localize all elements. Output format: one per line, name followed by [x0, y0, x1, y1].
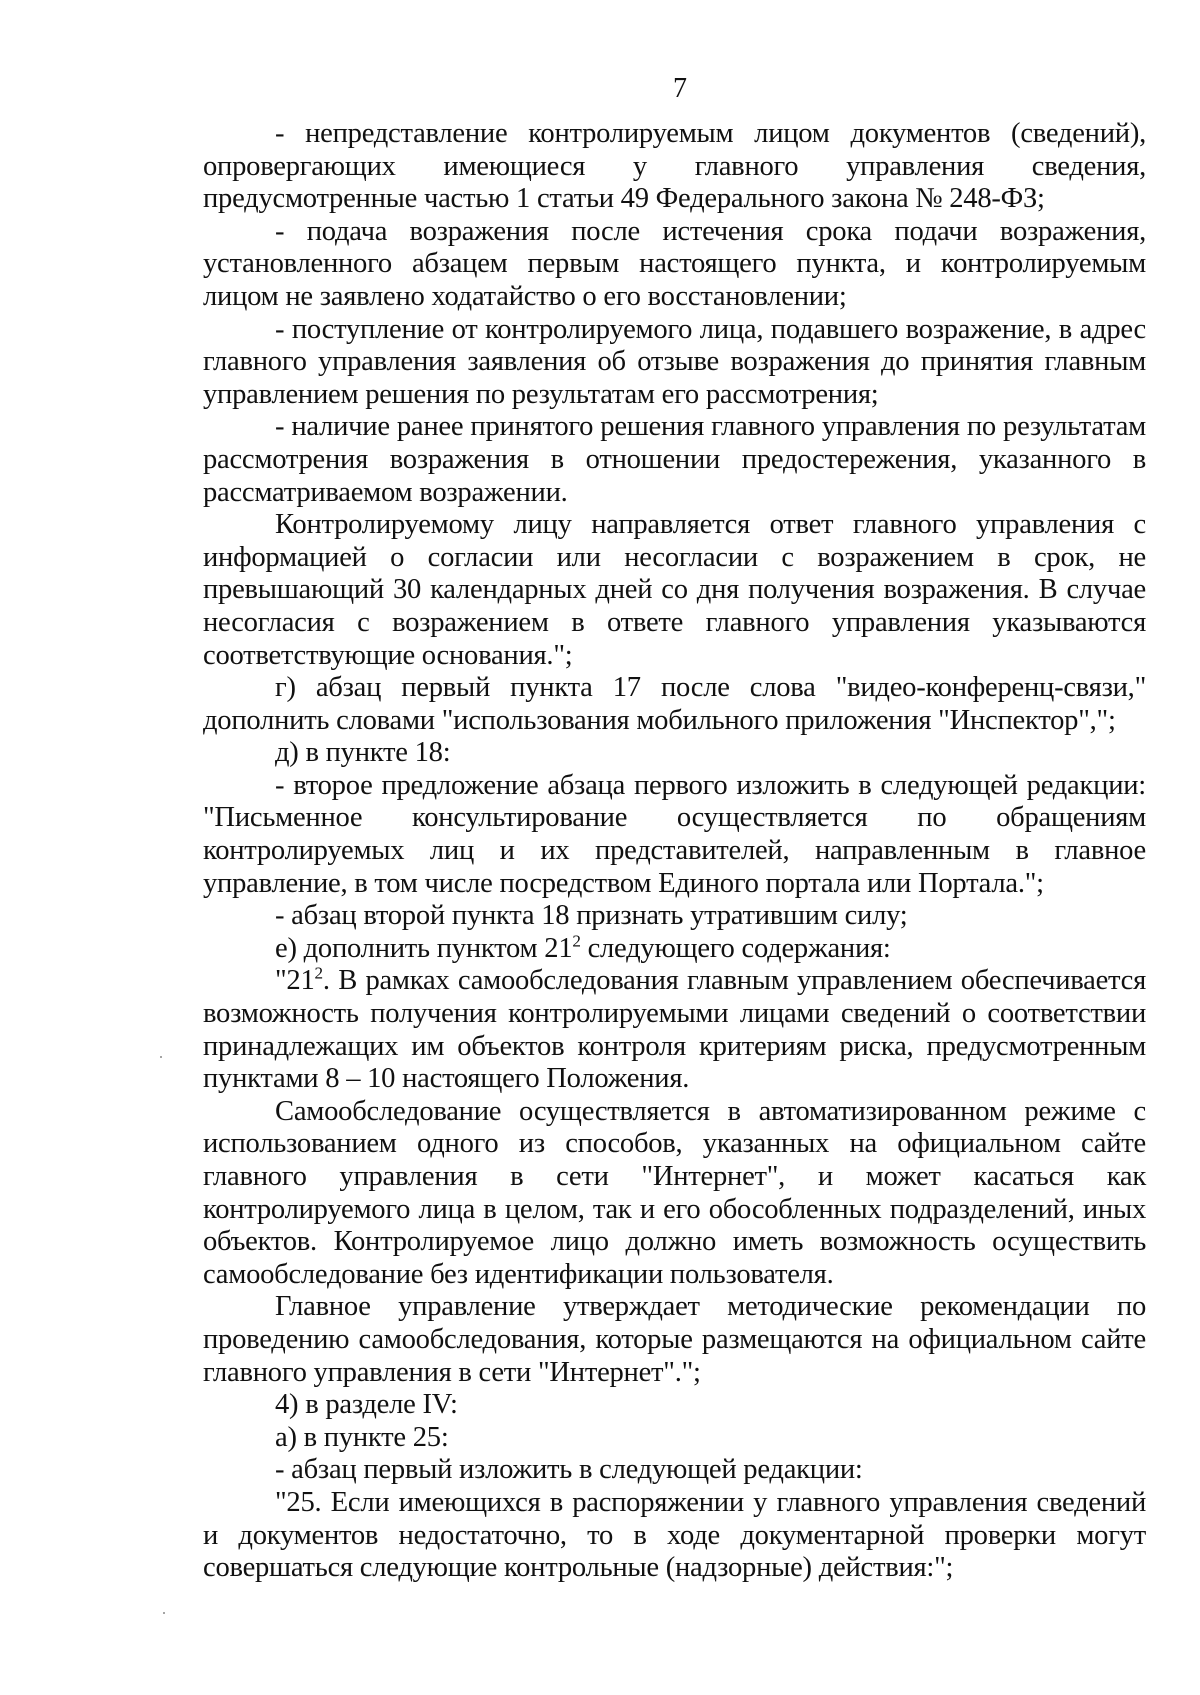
paragraph-13: Главное управление утверждает методические рекомендации по проведению самообследования, которые размещаются на официальном сайте главного управления в сети "Интернет".";	[203, 1291, 1146, 1388]
paragraph-1: - непредставление контролируемым лицом документов (сведений), опровергающих имеющиеся у главного управления сведения, предусмотренные частью 1 статьи 49 Федерального закона № 248-ФЗ;	[203, 118, 1146, 215]
paragraph-14: 4) в разделе IV:	[275, 1389, 458, 1421]
paragraph-10: е) дополнить пунктом $21^2$ следующего содержания:	[275, 931, 891, 964]
paragraph-7: д) в пункте 18:	[275, 737, 451, 769]
paragraph-17: "25. Если имеющихся в распоряжении у главного управления сведений и документов недостаточно, то в ходе документарной проверки могут совершаться следующие контрольные (надзорные) действия:";	[203, 1486, 1146, 1584]
scan-speck	[160, 1056, 162, 1058]
scan-speck	[163, 1612, 165, 1614]
paragraph-4: - наличие ранее принятого решения главного управления по результатам рассмотрения возражения в отношении предостережения, указанного в рассматриваемом возражении.	[203, 411, 1146, 508]
paragraph-8: - второе предложение абзаца первого изложить в следующей редакции: "Письменное консультирование осуществляется по обращениям контролируемых лиц и их представителей, направленным в главное управление, в том числе посредством Единого портала или Портала.";	[203, 769, 1146, 899]
document-body	[203, 118, 1146, 1585]
paragraph-6: г) абзац первый пункта 17 после слова "видео-конференц-связи," дополнить словами "использования мобильного приложения "Инспектор",";	[203, 672, 1146, 736]
paragraph-12: Самообследование осуществляется в автоматизированном режиме с использованием одного из способов, указанных на официальном сайте главного управления в сети "Интернет", и может касаться как контролируемого лица в целом, так и его обособленных подразделений, иных объектов. Контролируемое лицо должно иметь возможность осуществить самообследование без идентификации пользователя.	[203, 1095, 1146, 1290]
paragraph-11: "$21^2$. В рамках самообследования главным управлением обеспечивается возможность получения контролируемыми лицами сведений о соответствии принадлежащих им объектов контроля критериям риска, предусмотренным пунктами 8 – 10 настоящего Положения.	[203, 963, 1146, 1095]
paragraph-9: - абзац второй пункта 18 признать утратившим силу;	[275, 900, 908, 932]
paragraph-2: - подача возражения после истечения срока подачи возражения, установленного абзацем первым настоящего пункта, и контролируемым лицом не заявлено ходатайство о его восстановлении;	[203, 215, 1146, 312]
paragraph-16: - абзац первый изложить в следующей редакции:	[275, 1454, 863, 1486]
paragraph-5: Контролируемому лицу направляется ответ главного управления с информацией о согласии или несогласии с возражением в срок, не превышающий 30 календарных дней со дня получения возражения. В случае несогласия с возражением в ответе главного управления указываются соответствующие основания.";	[203, 509, 1146, 671]
paragraph-15: а) в пункте 25:	[275, 1421, 449, 1453]
paragraph-3: - поступление от контролируемого лица, подавшего возражение, в адрес главного управления заявления об отзыве возражения до принятия главным управлением решения по результатам его рассмотрения;	[203, 313, 1146, 410]
page-number: 7	[673, 73, 687, 104]
